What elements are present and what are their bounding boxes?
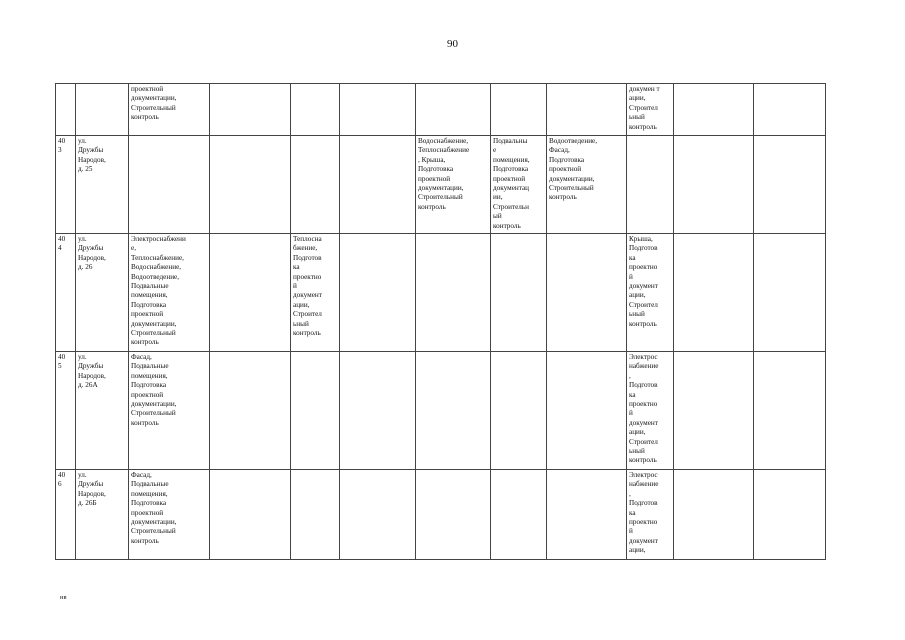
table-cell bbox=[56, 352, 76, 470]
cell-text: Подвальны е помещения, Подготовка проектной документац ии, Строительн ый контроль bbox=[493, 137, 530, 230]
table-cell bbox=[76, 470, 129, 560]
table-cell bbox=[491, 352, 547, 470]
table-cell bbox=[291, 136, 340, 234]
cell-text: ул. Дружбы Народов, д. 26А bbox=[78, 353, 106, 390]
table-cell bbox=[56, 234, 76, 352]
page-number: 90 bbox=[447, 38, 458, 50]
table-cell bbox=[547, 470, 627, 560]
table-cell bbox=[674, 84, 754, 136]
table-cell bbox=[491, 234, 547, 352]
cell-text: Электроснабжени е, Теплоснабжение, Водоснабжение, Водоотведение, Подвальные помещения, Подготовка проектной документации, Строительный контроль bbox=[131, 235, 186, 347]
table-cell bbox=[416, 84, 491, 136]
table-cell bbox=[547, 136, 627, 234]
table-cell bbox=[627, 84, 674, 136]
table-cell bbox=[210, 136, 291, 234]
table-cell bbox=[129, 234, 210, 352]
table-cell bbox=[547, 84, 627, 136]
table-cell bbox=[210, 352, 291, 470]
cell-text: ул. Дружбы Народов, д. 26Б bbox=[78, 471, 106, 508]
cell-text: Крыша, Подготов ка проектно й документ ации, Строител ьный контроль bbox=[629, 235, 658, 328]
table-cell bbox=[210, 470, 291, 560]
table-cell bbox=[340, 84, 416, 136]
table-cell bbox=[627, 470, 674, 560]
table-cell bbox=[291, 470, 340, 560]
cell-text: ул. Дружбы Народов, д. 25 bbox=[78, 137, 106, 174]
table-cell bbox=[129, 352, 210, 470]
cell-text: Теплосна бжение, Подготов ка проектно й документ ации, Строител ьный контроль bbox=[293, 235, 322, 338]
table-cell bbox=[56, 84, 76, 136]
table-cell bbox=[291, 352, 340, 470]
table-cell bbox=[491, 470, 547, 560]
table-cell bbox=[76, 234, 129, 352]
table-cell bbox=[754, 136, 826, 234]
cell-text: докумен т ации, Строител ьный контроль bbox=[629, 85, 660, 131]
table-cell bbox=[340, 234, 416, 352]
table-cell bbox=[754, 234, 826, 352]
table-cell bbox=[627, 136, 674, 234]
table-cell bbox=[674, 136, 754, 234]
table-cell bbox=[754, 352, 826, 470]
cell-text: Водоснабжение, Теплоснабжение , Крыша, Подготовка проектной документации, Строительный контроль bbox=[418, 137, 470, 211]
table-row bbox=[56, 352, 826, 470]
cell-text: 40 5 bbox=[58, 353, 66, 371]
table-cell bbox=[210, 234, 291, 352]
table-cell bbox=[491, 136, 547, 234]
table-cell bbox=[627, 234, 674, 352]
table-row bbox=[56, 84, 826, 136]
table-cell bbox=[547, 234, 627, 352]
table-cell bbox=[340, 352, 416, 470]
table-cell bbox=[129, 84, 210, 136]
table-row bbox=[56, 136, 826, 234]
table-cell bbox=[416, 470, 491, 560]
table-cell bbox=[627, 352, 674, 470]
table-cell bbox=[76, 352, 129, 470]
cell-text: ул. Дружбы Народов, д. 26 bbox=[78, 235, 106, 272]
table-cell bbox=[754, 84, 826, 136]
cell-text: 40 6 bbox=[58, 471, 66, 489]
table-cell bbox=[56, 136, 76, 234]
table-cell bbox=[416, 234, 491, 352]
table-cell bbox=[416, 136, 491, 234]
table-cell bbox=[416, 352, 491, 470]
table-cell bbox=[674, 470, 754, 560]
repair-schedule-table bbox=[55, 83, 826, 560]
footer-mark: нв bbox=[60, 594, 67, 601]
cell-text: проектной документации, Строительный контроль bbox=[131, 85, 177, 122]
table-cell bbox=[210, 84, 291, 136]
table-cell bbox=[491, 84, 547, 136]
table-row bbox=[56, 470, 826, 560]
table-cell bbox=[129, 136, 210, 234]
cell-text: Фасад, Подвальные помещения, Подготовка проектной документации, Строительный контроль bbox=[131, 471, 177, 545]
table-cell bbox=[129, 470, 210, 560]
cell-text: Водоотведение, Фасад, Подготовка проектной документации, Строительный контроль bbox=[549, 137, 598, 202]
table-cell bbox=[754, 470, 826, 560]
table-cell bbox=[674, 352, 754, 470]
table-cell bbox=[291, 234, 340, 352]
table-cell bbox=[76, 136, 129, 234]
table-cell bbox=[76, 84, 129, 136]
cell-text: Электрос набжение , Подготов ка проектно й документ ации, bbox=[629, 471, 659, 555]
table-cell bbox=[340, 470, 416, 560]
table-cell bbox=[547, 352, 627, 470]
cell-text: Фасад, Подвальные помещения, Подготовка проектной документации, Строительный контроль bbox=[131, 353, 177, 427]
table-cell bbox=[340, 136, 416, 234]
cell-text: 40 4 bbox=[58, 235, 66, 253]
table-cell bbox=[291, 84, 340, 136]
table-row bbox=[56, 234, 826, 352]
table-cell bbox=[56, 470, 76, 560]
cell-text: 40 3 bbox=[58, 137, 66, 155]
cell-text: Электрос набжение , Подготов ка проектно й документ ации, Строител ьный контроль bbox=[629, 353, 659, 465]
table-cell bbox=[674, 234, 754, 352]
